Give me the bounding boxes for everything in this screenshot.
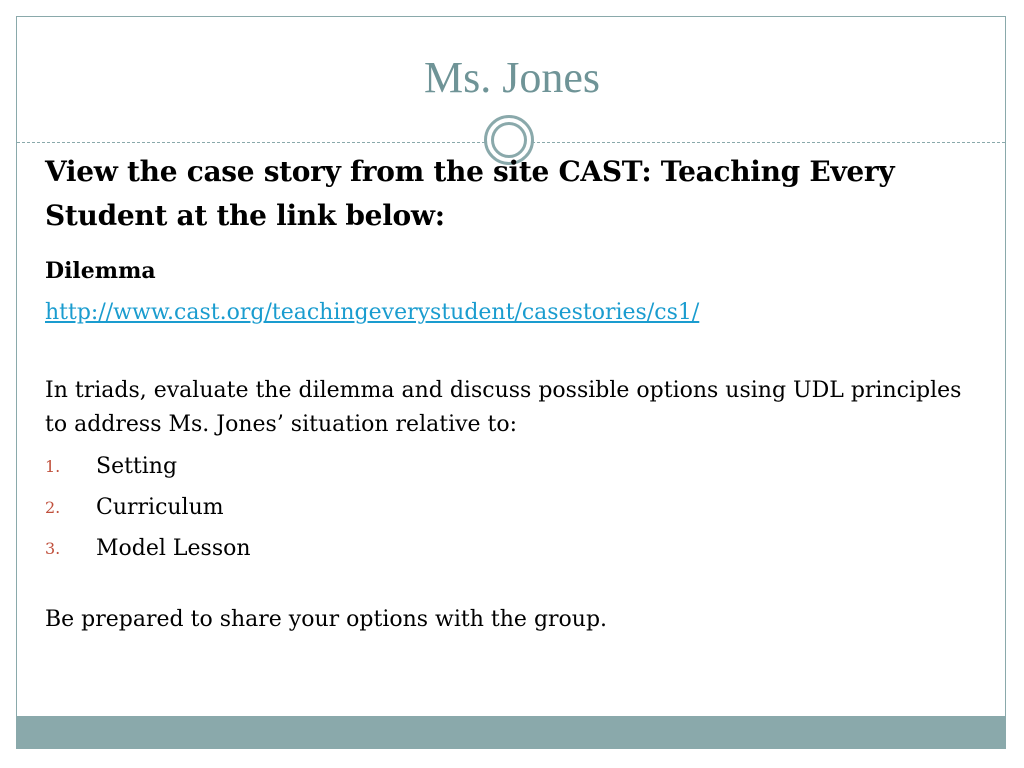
list-item-text: Curriculum <box>96 495 224 520</box>
instructions-paragraph: In triads, evaluate the dilemma and discuss possible options using UDL principles to address Ms. Jones’ situation relative to: <box>45 378 962 437</box>
slide-body <box>45 150 975 637</box>
list-item <box>45 528 975 569</box>
list-number: 1. <box>45 457 61 476</box>
slide-title: Ms. Jones <box>423 53 601 102</box>
list-item <box>45 487 975 528</box>
list-item-text: Setting <box>96 454 178 479</box>
list-item <box>45 446 975 487</box>
body-heading: View the case story from the site CAST: Teaching Every Student at the link below: <box>45 155 895 232</box>
case-story-link[interactable]: http://www.cast.org/teachingeverystudent/casestories/cs1/ <box>45 300 700 325</box>
topics-list <box>45 446 975 569</box>
closing-statement: Be prepared to share your options with the group. <box>45 607 608 632</box>
list-number: 2. <box>45 498 61 517</box>
dilemma-label: Dilemma <box>45 258 156 284</box>
list-number: 3. <box>45 539 61 558</box>
list-item-text: Model Lesson <box>96 536 251 561</box>
footer-bar <box>17 716 1005 748</box>
